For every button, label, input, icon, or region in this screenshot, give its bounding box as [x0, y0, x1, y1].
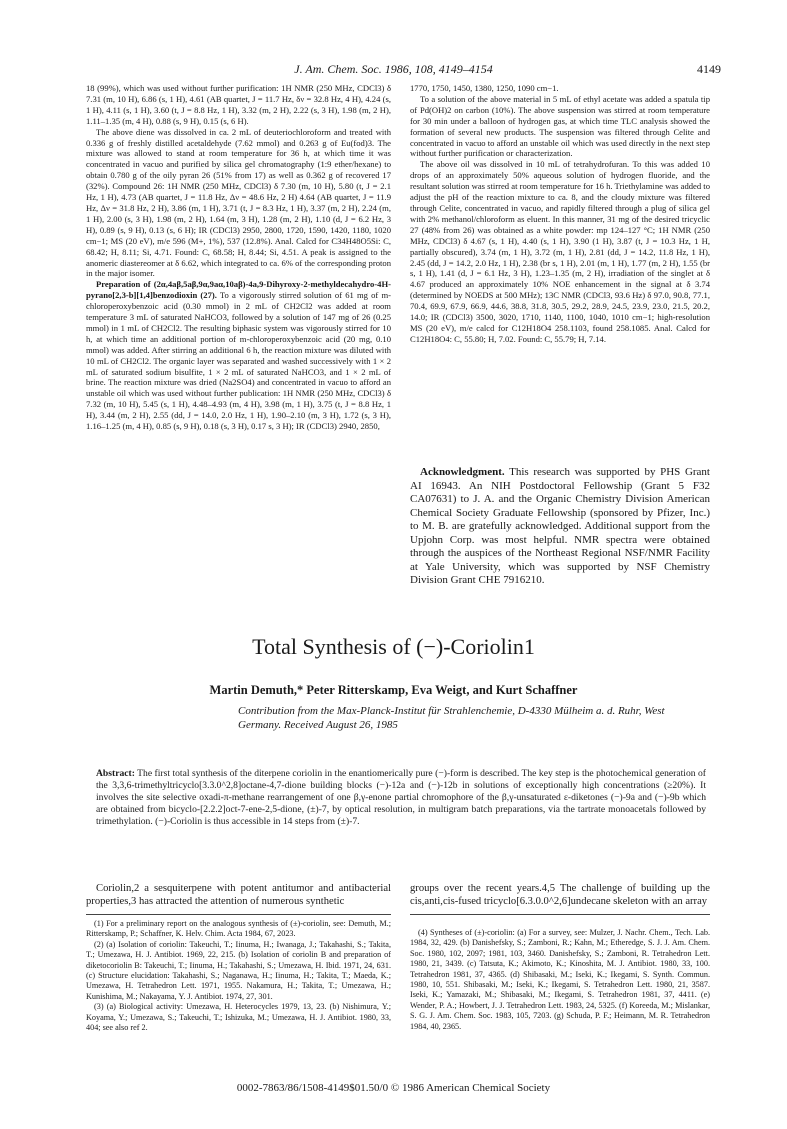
footnote: (1) For a preliminary report on the analogous synthesis of (±)-coriolin, see: Demuth, M.; Ritterskamp, P.; Schaffner, K. Helv. Chim. Acta 1984, 67, 2023.: [86, 919, 391, 939]
section-heading: Preparation of (2α,4aβ,5aβ,9α,9aα,10aβ)-4a,9-Dihyroxy-2-methyldecahydro-4H-pyrano[2,3-b][1,4]benzodioxin (27).: [86, 279, 391, 301]
right-experimental-column: [410, 83, 710, 345]
affiliation: Contribution from the Max-Planck-Institut für Strahlenchemie, D-4330 Mülheim a. d. Ruhr, West Germany. Received August 26, 1985: [238, 705, 665, 731]
paragraph: 1770, 1750, 1450, 1380, 1250, 1090 cm−1.: [410, 83, 559, 93]
footnotes-right: [410, 928, 710, 1032]
footnote: (2) (a) Isolation of coriolin: Takeuchi, T.; Iinuma, H.; Iwanaga, J.; Takahashi, S.; Takita, T.; Umezawa, H. J. Antibiot. 1969, 22, 215. (b) Isolation of coriolin B and preparation of diketocoriolin B: Takeuchi, T.; Iinuma, H.; Takahashi, S.; Umezawa, H. Ibid. 1971, 24, 631. (c) Structure elucidation: Takahashi, S.; Naganawa, H.; Iinuma, H.; Takita, T.; Maeda, K.; Umezawa, H. Tetrahedron Lett. 1971, 1955. Nakamura, H.; Takita, T.; Umezawa, H.; Kunishima, M.; Nakayama, Y. J. Antibiot. 1974, 27, 301.: [86, 939, 391, 1001]
authors: Martin Demuth,* Peter Ritterskamp, Eva Weigt, and Kurt Schaffner: [209, 683, 578, 697]
intro-left: Coriolin,2 a sesquiterpene with potent antitumor and antibacterial properties,3 has attracted the attention of numerous synthetic: [86, 883, 391, 908]
footnote: (4) Syntheses of (±)-coriolin: (a) For a survey, see: Mulzer, J. Nachr. Chem., Tech. Lab. 1984, 32, 429. (b) Danishefsky, S.; Zamboni, R.; Kahn, M.; Etheredge, S. J. J. Am. Chem. Soc. 1980, 102, 2097; 1981, 103, 3460. Danishefsky, S.; Zamboni, R. Tetrahedron Lett. 1980, 21, 3439. (c) Tatsuta, K.; Akimoto, K.; Kinoshita, M. J. Antibiot. 1980, 33, 100. Tetrahedron 1981, 37, 4365. (d) Shibasaki, M.; Iseki, K.; Ikegami, S. Synth. Commun. 1980, 10, 551. Shibasaki, M.; Iseki, K.; Ikegami, S. Tetrahedron Lett. 1980, 21, 3587. Iseki, K.; Yamazaki, M.; Shibasaki, M.; Ikegami, S. Tetrahedron 1981, 37, 4411. (e) Wender, P. A.; Howbert, J. J. Tetrahedron Lett. 1983, 24, 5325. (f) Koreeda, M.; Mislankar, S. G. J. Am. Chem. Soc. 1983, 105, 7203. (g) Schuda, P. F.; Heimann, M. R. Tetrahedron 1984, 40, 2365.: [410, 928, 710, 1031]
paragraph: To a solution of the above material in 5 mL of ethyl acetate was added a spatula tip of Pd(OH)2 on carbon (10%). The above suspension was stirred at room temperature for 30 min under a balloon of hydrogen gas, at which time TLC analysis showed the formation of several new products. The suspension was filtered through Celite and concentrated in vacuo to afford an unstable oil which was used directly in the next step without further purification or characterization.: [410, 93, 710, 159]
paragraph: Preparation of (2α,4aβ,5aβ,9α,9aα,10aβ)-4a,9-Dihyroxy-2-methyldecahydro-4H-pyrano[2,3-b][1,4]benzodioxin (27). To a vigorously stirred solution of 61 mg of m-chloroperoxybenzoic acid (0.30 mmol) in 2 mL of CH2Cl2 was added at room temperature 3 mL of saturated NaHCO3, followed by a solution of 147 mg of 26 (0.25 mmol) in 1 mL of CH2Cl2. The resulting biphasic system was vigorously stirred for 10 h, at which time an additional portion of m-chloroperoxybenzoic acid (20 mg, 0.10 mmol) was added. After stirring an additional 6 h, the reaction mixture was diluted with 10 mL of CH2Cl2. The organic layer was separated and washed successively with 1 × 2 mL of saturated sodium bisulfite, 1 × 2 mL of saturated NaHCO3, and 1 × 2 mL of brine. The reaction mixture was dried (Na2SO4) and concentrated in vacuo to afford an unstable oil which was used without further publication: 1H NMR (250 MHz, CDCl3) δ 7.32 (m, 10 H), 5.45 (s, 1 H), 4.48–4.93 (m, 4 H), 3.98 (m, 1 H), 3.75 (t, J = 8.8 Hz, 1 H), 3.44 (m, 2 H), 2.55 (dd, J = 14.0, 2.0 Hz, 1 H), 1.90–2.10 (m, 3 H), 1.72 (s, 3 H), 1.16–1.25 (m, 4 H), 0.85 (s, 9 H), 0.18 (s, 3 H), 0.17 s, 3 H); IR (CDCl3) 2940, 2850,: [86, 279, 391, 432]
page-number: 4149: [697, 62, 721, 76]
copyright-footer: 0002-7863/86/1508-4149$01.50/0 © 1986 American Chemical Society: [236, 1082, 551, 1094]
paragraph: The above diene was dissolved in ca. 2 mL of deuteriochloroform and treated with 0.336 g of freshly distilled acetaldehyde (7.62 mmol) and 0.263 g of Eu(fod)3. The mixture was allowed to stand at room temperature for 36 h, at which time it was concentrated in vacuo and purified by silica gel chromatography (1:9 ether/hexane) to obtain 0.780 g of the oily pyran 26 (51% from 17) as well as 0.362 g of recovered 17 (32%). Compound 26: 1H NMR (250 MHz, CDCl3) δ 7.30 (m, 10 H), 5.80 (t, J = 2.1 Hz, 1 H), 4.73 (AB quartet, J = 11.8 Hz, Δν = 48.6 Hz, 2 H) 4.64 (AB quartet, J = 11.9 Hz, Δν = 31.8 Hz, 2 H), 3.86 (m, 1 H), 3.71 (t, J = 8.3 Hz, 1 H), 3.37 (m, 2 H), 2.24 (m, 1 H), 2.00 (s, 3 H), 1.98 (m, 2 H), 1.64 (m, 3 H), 1.28 (m, 2 H), 1.10 (d, J = 6.2 Hz, 3 H), 0.89 (s, 9 H), 0.13 (s, 6 H); IR (CDCl3) 2950, 2800, 1720, 1590, 1420, 1180, 1020 cm−1; MS (20 eV), m/e 596 (M+, 1%), 537 (12.8%). Anal. Calcd for C34H48O5Si: C, 68.42; H, 8.11; Si, 4.71. Found: C, 68.58; H, 8.44; Si, 4.51. A peak is assigned to the anomeric diastereomer at δ 6.62, which integrated to ca. 6% of the corresponding proton in the major isomer.: [86, 126, 391, 279]
left-experimental-column: [86, 83, 391, 432]
abstract: Abstract: The first total synthesis of the diterpene coriolin in the enantiomerically pure (−)-form is described. The key step is the photochemical generation of the 3,3,6-trimethyltricyclo[3.3.0^2,8]octane-4,7-dione building blocks (−)-12a and (−)-12b in solutions of exceptionally high concentrations (≥20%). It involves the site selective oxadi-π-methane rearrangement of one β,γ-enone partial chromophore of the β,γ-unsaturated ε-diketones (−)-9a and (−)-9b which are obtained from bicyclo-[2.2.2]oct-7-ene-2,5-dione, (±)-7, by optical resolution, in multigram batch preparations, via the tartrate monoacetals followed by trimethylation. (−)-Coriolin is thus accessible in 14 steps from (±)-7.: [96, 768, 706, 828]
footnote-divider: [86, 914, 391, 915]
footnote: (3) (a) Biological activity: Umezawa, H. Heterocycles 1979, 13, 23. (b) Nishimura, Y.; Koyama, Y.; Umezawa, S.; Takeuchi, T.; Ishizuka, M.; Umezawa, H. J. Antibiot. 1980, 33, 404; see also ref 2.: [86, 1002, 391, 1033]
abstract-label: Abstract:: [96, 768, 135, 779]
paragraph: 18 (99%), which was used without further purification: 1H NMR (250 MHz, CDCl3) δ 7.31 (m, 10 H), 6.86 (s, 1 H), 4.61 (AB quartet, J = 11.7 Hz, δν = 32.8 Hz, 4 H), 4.24 (s, 1 H), 4.11 (s, 1 H), 3.60 (t, J = 8.8 Hz, 1 H), 3.32 (m, 2 H), 2.22 (s, 3 H), 1.98 (m, 2 H), 1.11–1.35 (m, 4 H), 0.88 (s, 9 H), 0.15 (s, 6 H).: [86, 83, 391, 126]
footnote-divider: [410, 914, 710, 915]
acknowledgment: Acknowledgment. This research was supported by PHS Grant AI 16943. An NIH Postdoctoral Fellowship (Grant 5 F32 CA07631) to J. A. and the Organic Chemistry Division American Chemical Society Graduate Fellowship (sponsored by Pfizer, Inc.) to M. B. are gratefully acknowledged. Additional support from the Upjohn Corp. was most helpful. NMR spectra were obtained through the auspices of the Northeast Regional NSF/NMR Facility at Yale University, which was supported by NSF Chemistry Division Grant CHE 7916210.: [410, 466, 710, 586]
paragraph: The above oil was dissolved in 10 mL of tetrahydrofuran. To this was added 10 drops of an approximately 50% aqueous solution of hydrogen fluoride, and the resultant solution was stirred at room temperature for 16 h. Triethylamine was added to adjust the pH of the reaction mixture to ca. 8, and the cloudy mixture was filtered through Celite, concentrated in vacuo, and rapidly filtered through a plug of silica gel with 2% methanol/chloroform as eluent. In this manner, 31 mg of the desired tricyclic 27 (48% from 26) was obtained as a white powder: mp 124–127 °C; 1H NMR (250 MHz, CDCl3) δ 4.67 (s, 1 H), 4.40 (s, 1 H), 3.90 (1 H), 3.87 (t, J = 10.3 Hz, 1 H, partially obscured), 3.74 (m, 1 H), 3.72 (m, 1 H), 2.81 (dd, J = 14.2, 11.8 Hz, 1 H), 2.45 (dd, J = 14.2, 2.0 Hz, 1 H), 2.38 (br s, 1 H), 2.01 (m, 1 H), 1.77 (m, 2 H), 1.55 (br s, 1 H), 1.41 (d, J = 6.1 Hz, 3 H), 1.23–1.35 (m, 2 H), irradiation of the singlet at δ 4.67 produced an approximately 10% NOE enhancement in the signal at δ 3.74 (determined by NOEDS at 500 MHz); 13C NMR (CDCl3, 93.6 Hz) δ 97.0, 90.8, 77.1, 70.4, 69.9, 67.9, 66.9, 44.6, 38.8, 31.8, 30.5, 29.2, 28.9, 24.5, 23.9, 23.0, 21.5, 20.2, 14.0; IR (CDCl3) 3500, 3020, 1710, 1140, 1100, 1040, 1010 cm−1; high-resolution MS (20 eV), m/e calcd for C12H18O4 258.1103, found 258.1085. Anal. Calcd for C12H18O4: C, 55.80; H, 7.02. Found: C, 55.79; H, 7.14.: [410, 159, 710, 344]
footnotes-left: [86, 919, 391, 1033]
article-title: Total Synthesis of (−)-Coriolin1: [252, 634, 535, 659]
running-header: J. Am. Chem. Soc. 1986, 108, 4149–4154: [294, 62, 493, 76]
intro-right: groups over the recent years.4,5 The challenge of building up the cis,anti,cis-fused tricyclo[6.3.0.0^2,6]undecane skeleton with an array: [410, 883, 710, 908]
acknowledgment-label: Acknowledgment.: [420, 466, 505, 478]
